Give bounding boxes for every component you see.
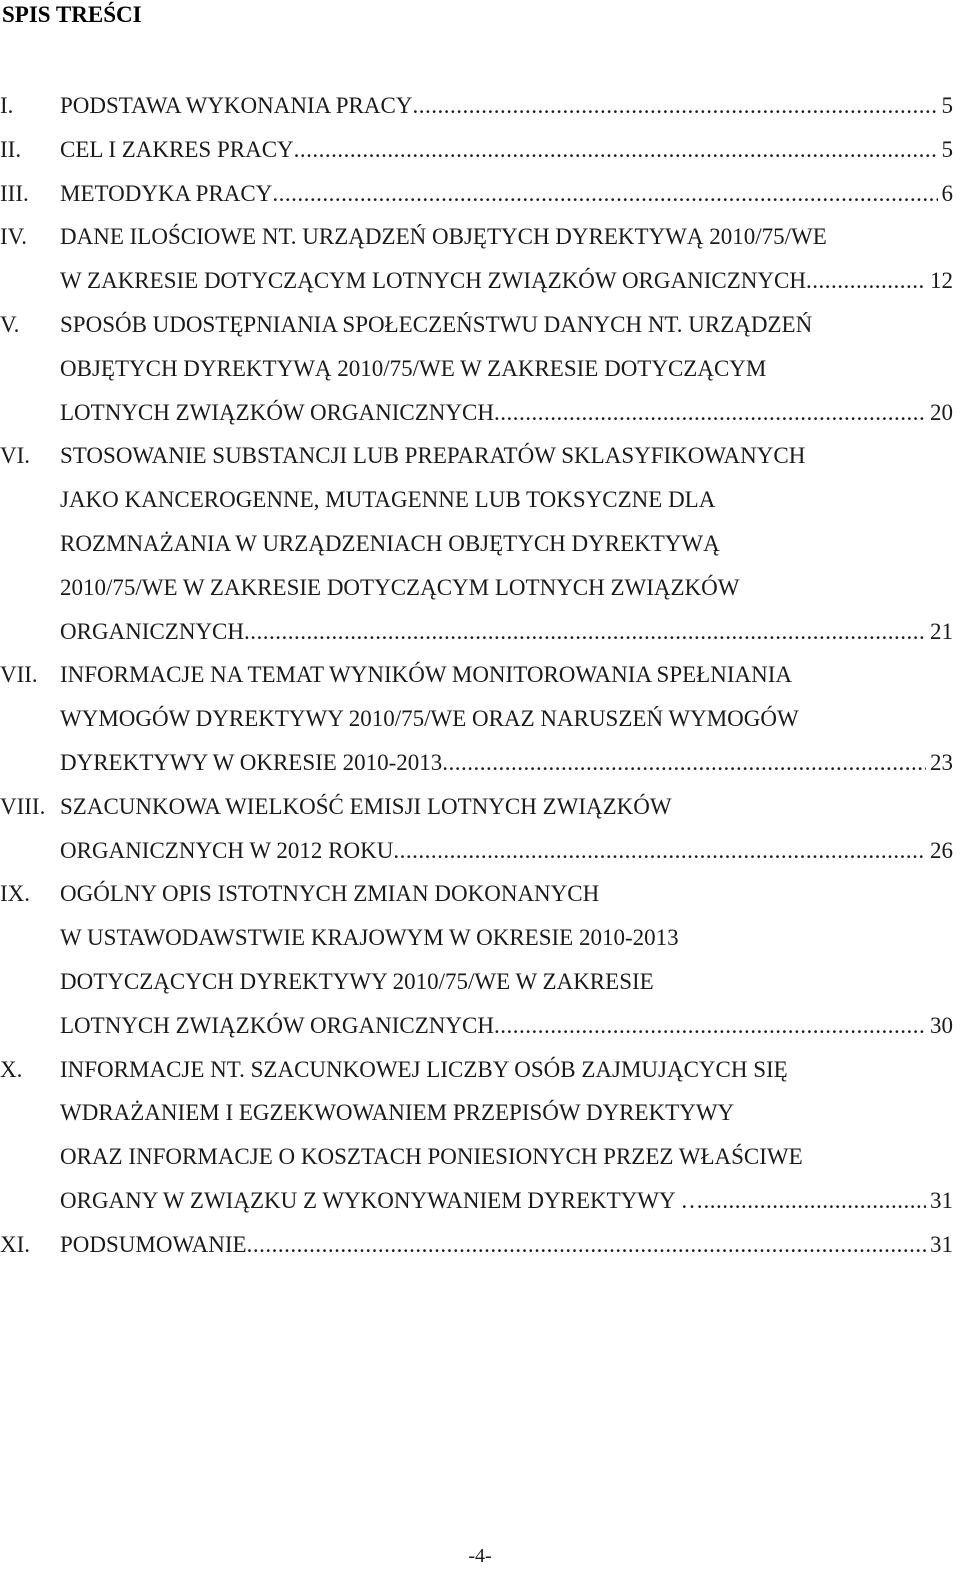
toc-entry-leader-line [60,1004,953,1048]
toc-entry-title-line: LOTNYCH ZWIĄZKÓW ORGANICZNYCH [60,399,494,425]
toc-entry-title-line: METODYKA PRACY [60,180,273,206]
toc-entry-title-line: LOTNYCH ZWIĄZKÓW ORGANICZNYCH [60,1012,494,1038]
toc-entry-page: 26 [930,837,953,863]
toc-entry-number: IX. [0,881,31,907]
toc-entry-title-line: DOTYCZĄCYCH DYREKTYWY 2010/75/WE W ZAKRESIE [60,968,654,994]
toc-entry-leader-line [60,172,953,216]
dot-leader [244,610,926,654]
toc-entry-page: 5 [941,136,953,162]
toc-entry-page: 31 [930,1187,953,1213]
toc-entry[interactable] [0,303,953,434]
toc-entry-number: VI. [0,443,31,469]
toc-entry-title [60,785,953,873]
toc-entry-title-line: OBJĘTYCH DYREKTYWĄ 2010/75/WE W ZAKRESIE DOTYCZĄCYM [60,355,767,381]
toc-entry[interactable] [0,84,953,128]
toc-entry-title-line: W ZAKRESIE DOTYCZĄCYM LOTNYCH ZWIĄZKÓW ORGANICZNYCH [60,268,806,294]
toc-entry-number: VII. [0,662,38,688]
toc-entry-title-line: SPOSÓB UDOSTĘPNIANIA SPOŁECZEŃSTWU DANYCH NT. URZĄDZEŃ [60,311,813,337]
dot-leader [294,128,938,172]
toc-entry-title [60,215,953,303]
toc-entry-leader-line [60,259,953,303]
toc-entry-title-line: INFORMACJE NA TEMAT WYNIKÓW MONITOROWANIA SPEŁNIANIA [60,662,792,688]
toc-entry-number: II. [0,136,22,162]
toc-entry-title [60,434,953,653]
toc-entry-page: 31 [930,1231,953,1257]
toc-entry-page: 6 [941,180,953,206]
toc-entry-title-line: DANE ILOŚCIOWE NT. URZĄDZEŃ OBJĘTYCH DYREKTYWĄ 2010/75/WE [60,224,827,250]
toc-entry-page: 12 [930,268,953,294]
toc-entry-title-line: WYMOGÓW DYREKTYWY 2010/75/WE ORAZ NARUSZEŃ WYMOGÓW [60,706,799,732]
toc-entry-title-line: CEL I ZAKRES PRACY [60,136,294,162]
dot-leader [494,391,926,435]
toc-entry-leader-line [60,1223,953,1267]
dot-leader [494,1004,926,1048]
toc-entry-title-line: INFORMACJE NT. SZACUNKOWEJ LICZBY OSÓB ZAJMUJĄCYCH SIĘ [60,1056,788,1082]
toc-entry-page: 20 [930,399,953,425]
toc-entry-title-line: PODSTAWA WYKONANIA PRACY [60,93,413,118]
toc-entry-leader-line [60,1179,953,1223]
toc-entry-leader-line [60,84,953,128]
toc-entry-title [60,653,953,784]
toc-entry-title [60,1048,953,1223]
toc-entry-page: 21 [930,618,953,644]
toc-entry-number: IV. [0,224,28,250]
toc-entry[interactable] [0,872,953,1047]
toc-entry-title [60,172,953,216]
dot-leader [806,259,926,303]
table-of-contents [0,84,953,1267]
toc-entry-title-line: W USTAWODAWSTWIE KRAJOWYM W OKRESIE 2010-2013 [60,925,679,951]
toc-entry-title-line: STOSOWANIE SUBSTANCJI LUB PREPARATÓW SKLASYFIKOWANYCH [60,443,806,469]
toc-entry-title-line: ORAZ INFORMACJE O KOSZTACH PONIESIONYCH PRZEZ WŁAŚCIWE [60,1144,803,1170]
toc-entry-leader-line [60,829,953,873]
toc-entry-leader-line [60,391,953,435]
toc-entry-title [60,1223,953,1267]
toc-entry-leader-line [60,128,953,172]
page-number: -4- [468,1545,492,1567]
toc-entry-title-line: JAKO KANCEROGENNE, MUTAGENNE LUB TOKSYCZNE DLA [60,487,716,513]
dot-leader [247,1223,926,1267]
toc-entry-number: VIII. [0,793,46,819]
toc-entry-title-line: 2010/75/WE W ZAKRESIE DOTYCZĄCYM LOTNYCH ZWIĄZKÓW [60,574,740,600]
toc-entry-leader-line [60,610,953,654]
toc-entry-leader-line [60,741,953,785]
toc-entry[interactable] [0,1048,953,1223]
toc-entry-title [60,128,953,172]
page-title: SPIS TREŚCI [2,2,142,27]
toc-entry-number: I. [0,93,14,118]
toc-entry-title-line: ORGANY W ZWIĄZKU Z WYKONYWANIEM DYREKTYWY … [60,1187,704,1213]
toc-entry-title-line: ROZMNAŻANIA W URZĄDZENIACH OBJĘTYCH DYREKTYWĄ [60,530,720,556]
toc-entry-title-line: PODSUMOWANIE [60,1231,247,1257]
toc-entry-title-line: ORGANICZNYCH [60,618,244,644]
toc-entry[interactable] [0,1223,953,1267]
toc-entry-title-line: SZACUNKOWA WIELKOŚĆ EMISJI LOTNYCH ZWIĄZKÓW [60,793,672,819]
toc-entry-title-line: ORGANICZNYCH W 2012 ROKU [60,837,394,863]
toc-entry[interactable] [0,653,953,784]
toc-entry-page: 23 [930,749,953,775]
toc-entry-title-line: OGÓLNY OPIS ISTOTNYCH ZMIAN DOKONANYCH [60,881,600,907]
toc-entry-title [60,303,953,434]
toc-entry[interactable] [0,785,953,873]
toc-entry-number: III. [0,180,29,206]
dot-leader [393,829,926,873]
toc-entry-title [60,84,953,128]
dot-leader [442,741,926,785]
toc-entry-title-line: WDRAŻANIEM I EGZEKWOWANIEM PRZEPISÓW DYREKTYWY [60,1100,735,1126]
toc-entry-number: X. [0,1056,23,1082]
toc-entry-title [60,872,953,1047]
toc-entry-page: 30 [930,1012,953,1038]
toc-entry-number: V. [0,311,20,337]
dot-leader [703,1179,926,1223]
toc-entry[interactable] [0,128,953,172]
toc-entry-title-line: DYREKTYWY W OKRESIE 2010-2013 [60,749,443,775]
dot-leader [272,172,937,216]
toc-entry-page: 5 [941,93,953,118]
toc-entry[interactable] [0,172,953,216]
toc-entry[interactable] [0,434,953,653]
toc-entry[interactable] [0,215,953,303]
dot-leader [412,84,937,128]
toc-entry-number: XI. [0,1231,31,1257]
